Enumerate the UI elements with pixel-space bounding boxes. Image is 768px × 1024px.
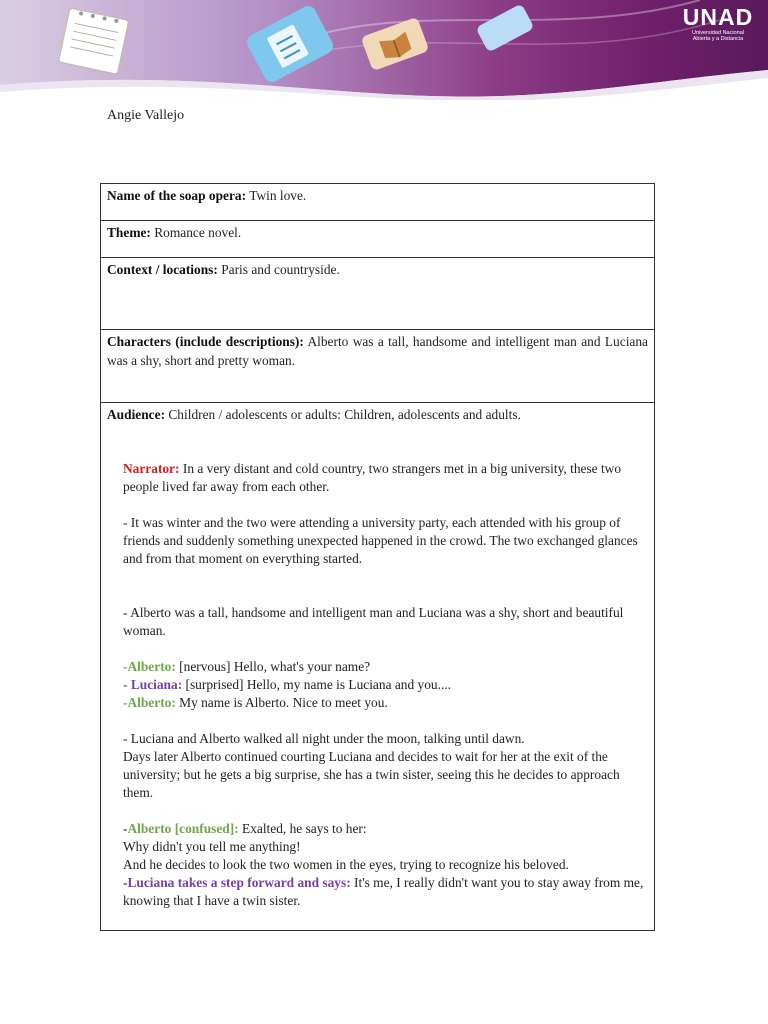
theme-label: Theme: bbox=[107, 225, 151, 240]
cell-context bbox=[101, 258, 655, 330]
logo-wordmark: UNAD bbox=[682, 4, 754, 30]
story-paragraph: Days later Alberto continued courting Luciana and decides to wait for her at the exit of the university; but he gets a big surprise, she has a twin sister, seeing this he decides to approach them. bbox=[123, 749, 620, 800]
story-paragraph: - It was winter and the two were attending a university party, each attended with his group of friends and suddenly something unexpected happened in the crowd. The two exchanged glances and from that moment on everything started. bbox=[123, 515, 638, 566]
cell-soap-name bbox=[101, 184, 655, 221]
cell-audience bbox=[101, 403, 655, 931]
unad-logo bbox=[678, 4, 758, 58]
story-line: And he decides to look the two women in the eyes, trying to recognize his beloved. bbox=[123, 857, 569, 872]
dialogue-line: -Luciana takes a step forward and says: It's me, I really didn't want you to stay away from me, knowing that I have a twin sister. bbox=[123, 875, 644, 908]
soap-opera-form bbox=[100, 183, 655, 931]
story-text bbox=[107, 460, 648, 910]
row-characters bbox=[101, 330, 655, 403]
speaker-alberto: Alberto [confused]: bbox=[127, 821, 239, 836]
context-value: Paris and countryside. bbox=[217, 262, 340, 277]
audience-value: Children / adolescents or adults: Children, adolescents and adults. bbox=[165, 407, 521, 422]
characters-label: Characters (include descriptions): bbox=[107, 334, 304, 349]
speaker-alberto: Alberto: bbox=[127, 695, 176, 710]
characters-value: Alberto was a tall, handsome and intelligent man and Luciana was a shy, short and pretty woman. bbox=[107, 334, 648, 368]
story-paragraph: - Alberto was a tall, handsome and intelligent man and Luciana was a shy, short and beautiful woman. bbox=[123, 605, 624, 638]
story-line: Why didn't you tell me anything! bbox=[123, 839, 301, 854]
dialogue-line: -Alberto: [nervous] Hello, what's your name? bbox=[123, 659, 371, 674]
logo-line-1: Universidad Nacional bbox=[692, 30, 744, 36]
speaker-alberto: Alberto: bbox=[127, 659, 176, 674]
theme-value: Romance novel. bbox=[150, 225, 242, 240]
row-soap-name bbox=[101, 184, 655, 221]
narrator-label: Narrator: bbox=[123, 461, 180, 476]
header-banner bbox=[0, 0, 768, 100]
notepad-icon bbox=[59, 8, 129, 74]
story-paragraph: Narrator: In a very distant and cold country, two strangers met in a big university, these two people lived far away from each other. bbox=[123, 461, 622, 494]
row-audience bbox=[101, 403, 655, 931]
cell-theme bbox=[101, 221, 655, 258]
speaker-luciana: Luciana: bbox=[130, 677, 183, 692]
context-label: Context / locations: bbox=[107, 262, 218, 277]
soap-name-value: Twin love. bbox=[246, 188, 307, 203]
row-context bbox=[101, 258, 655, 330]
speaker-luciana: Luciana takes a step forward and says: bbox=[127, 875, 351, 890]
audience-line bbox=[107, 405, 648, 424]
audience-label: Audience: bbox=[107, 407, 166, 422]
dialogue-line: -Alberto: My name is Alberto. Nice to meet you. bbox=[123, 695, 388, 710]
dialogue-line: - Luciana: [surprised] Hello, my name is Luciana and you.... bbox=[123, 677, 452, 692]
logo-line-2: Abierta y a Distancia bbox=[692, 36, 744, 42]
row-theme bbox=[101, 221, 655, 258]
author-name: Angie Vallejo bbox=[107, 108, 185, 123]
story-paragraph: - Luciana and Alberto walked all night under the moon, talking until dawn. bbox=[123, 731, 525, 746]
cell-characters bbox=[101, 330, 655, 403]
dialogue-line: -Alberto [confused]: Exalted, he says to her: bbox=[123, 821, 367, 836]
soap-name-label: Name of the soap opera: bbox=[107, 188, 247, 203]
